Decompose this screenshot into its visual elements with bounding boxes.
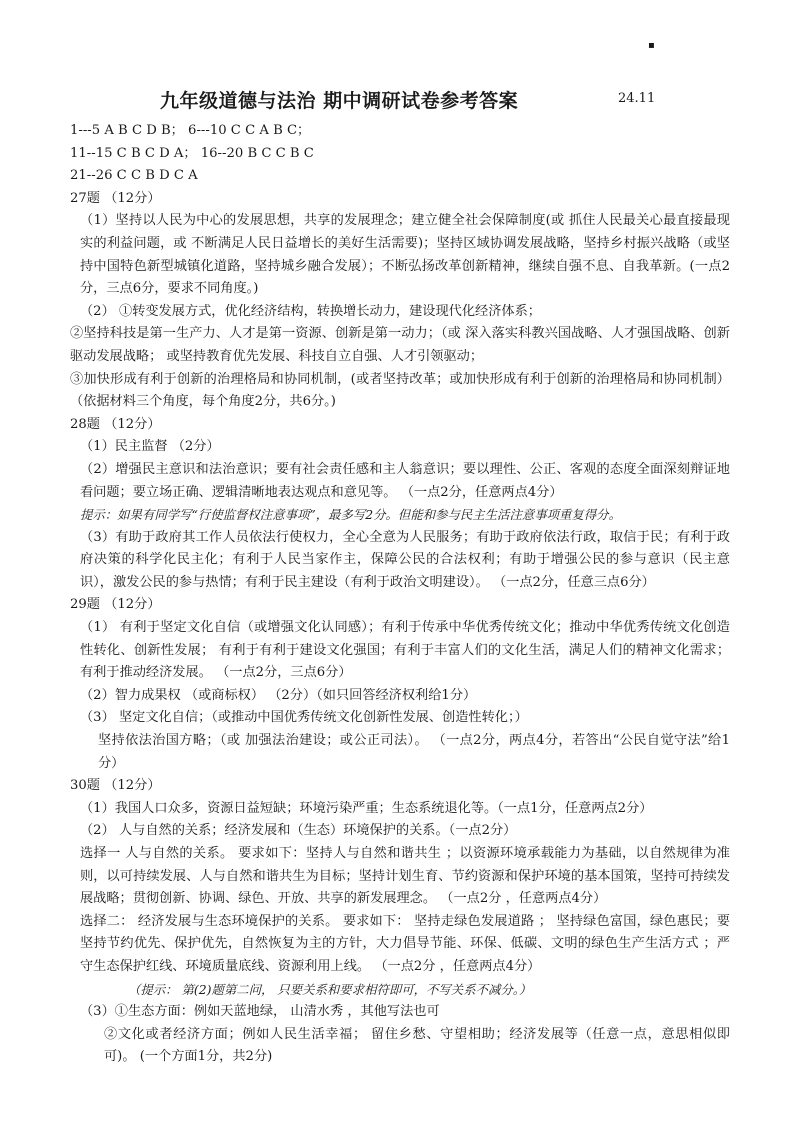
q29-part-3b: 坚持依法治国方略；（或 加强法治建设；或公正司法）。 （一点2分，两点4分，若答出“公民自觉守法”给1分）: [98, 733, 730, 771]
question-27-heading: 27题 （12分）: [70, 190, 161, 206]
q30-part-2: （2） 人与自然的关系；经济发展和（生态）环境保护的关系。（一点2分）: [80, 823, 517, 839]
answer-body: [70, 120, 730, 1069]
mc-answers-row-3: 21--26 C C B D C A: [70, 168, 198, 184]
q27-part-2a: （2） ①转变发展方式，优化经济结构，转换增长动力，建设现代化经济体系；: [80, 303, 541, 319]
q28-hint: 提示：如果有同学写“行使监督权注意事项”，最多写2分。但能和参与民主生活注意事项重复得分。: [80, 507, 621, 523]
q30-part-3a: （3）①生态方面：例如天蓝地绿， 山清水秀 ，其他写法也可: [80, 1004, 440, 1020]
q28-part-1: （1）民主监督 （2分）: [80, 439, 220, 455]
q28-part-3: （3）有助于政府其工作人员依法行使权力，全心全意为人民服务；有助于政府依法行政，取信于民；有利于政府决策的科学化民主化；有利于人民当家作主，保障公民的合法权利；有助于增强公民的参与意识（民主意识），激发公民的参与热情；有利于民主建设（有利于政治文明建设）。 （一点2分，任意三点6分）: [80, 529, 730, 590]
mc-answers-row-2: 11--15 C B C D A； 16--20 B C C B C: [70, 145, 314, 161]
q30-option-1: 选择一 人与自然的关系。 要求如下：坚持人与自然和谐共生 ；以资源环境承载能力为基础，以自然规律为准则，以可持续发展、人与自然和谐共生为目标；坚持计划生育、节约资源和保护环境的基本国策，坚持可持续发展战略；贯彻创新、协调、绿色、开放、共享的新发展理念。 （一点2分 ，任意两点4分）: [80, 846, 730, 907]
title-row: [0, 86, 794, 114]
q30-part-1: （1）我国人口众多，资源日益短缺；环境污染严重；生态系统退化等。（一点1分，任意两点2分）: [80, 800, 653, 816]
date-label: 24.11: [618, 91, 656, 106]
q29-part-2: （2）智力成果权 （或商标权） （2分）（如只回答经济权利给1分）: [80, 687, 477, 703]
mc-answers-row-1: 1---5 A B C D B； 6---10 C C A B C；: [70, 123, 311, 138]
q29-part-1: （1） 有利于坚定文化自信（或增强文化认同感）；有利于传承中华优秀传统文化；推动中华优秀传统文化创造性转化、创新性发展； 有利于有利于建设文化强国；有利于丰富人们的文化生活，满足人们的精神文化需求；有利于推动经济发展。 （一点2分，三点6分）: [80, 620, 730, 681]
q28-part-2: （2）增强民主意识和法治意识；要有社会责任感和主人翁意识；要以理性、公正、客观的态度全面深刻辩证地看问题；要立场正确、逻辑清晰地表达观点和意见等。 （一点2分，任意两点4分）: [80, 461, 730, 500]
question-29-heading: 29题 （12分）: [70, 597, 161, 613]
question-30-heading: 30题 （12分）: [70, 778, 161, 794]
corner-mark: ▪: [648, 40, 655, 51]
q27-part-2c: ③加快形成有利于创新的治理格局和协同机制，(或者坚持改革；或加快形成有利于创新的治理格局和协同机制） （依据材料三个角度，每个角度2分，共6分。): [70, 371, 730, 410]
q27-part-2b: ②坚持科技是第一生产力、人才是第一资源、创新是第一动力；（或 深入落实科教兴国战略、人才强国战略、创新驱动发展战略； 或坚持教育优先发展、科技自立自强、人才引领驱动；: [70, 326, 730, 364]
q30-option-2: 选择二： 经济发展与生态环境保护的关系。 要求如下： 坚持走绿色发展道路 ； 坚持绿色富国，绿色惠民；要坚持节约优先、保护优先，自然恢复为主的方针，大力倡导节能、环保、低碳、文明的绿色生产生活方式 ；严守生态保护红线、环境质量底线、资源利用上线。 （一点2分 ，任意两点4分）: [80, 913, 730, 974]
q27-part-1: （1）坚持以人民为中心的发展思想，共享的发展理念；建立健全社会保障制度(或 抓住人民最关心最直接最现实的利益问题，或 不断满足人民日益增长的美好生活需要)；坚持区域协调发展战略，坚持乡村振兴战略（或坚持中国特色新型城镇化道路，坚持城乡融合发展）；不断弘扬改革创新精神，继续自强不息、自我革新。(一点2分，三点6分，要求不同角度。): [80, 213, 730, 297]
q30-part-3b: ②文化或者经济方面；例如人民生活幸福； 留住乡愁、守望相助；经济发展等（任意一点，意思相似即可)。 (一个方面1分，共2分): [104, 1026, 730, 1065]
page-title: 九年级道德与法治 期中调研试卷参考答案: [160, 90, 519, 112]
q29-part-3a: （3） 坚定文化自信；（或推动中国优秀传统文化创新性发展、创造性转化；）: [80, 710, 528, 726]
q30-hint: （提示： 第(2)题第二问， 只要关系和要求相符即可，不写关系不减分。）: [128, 981, 532, 997]
question-28-heading: 28题 （12分）: [70, 416, 161, 432]
